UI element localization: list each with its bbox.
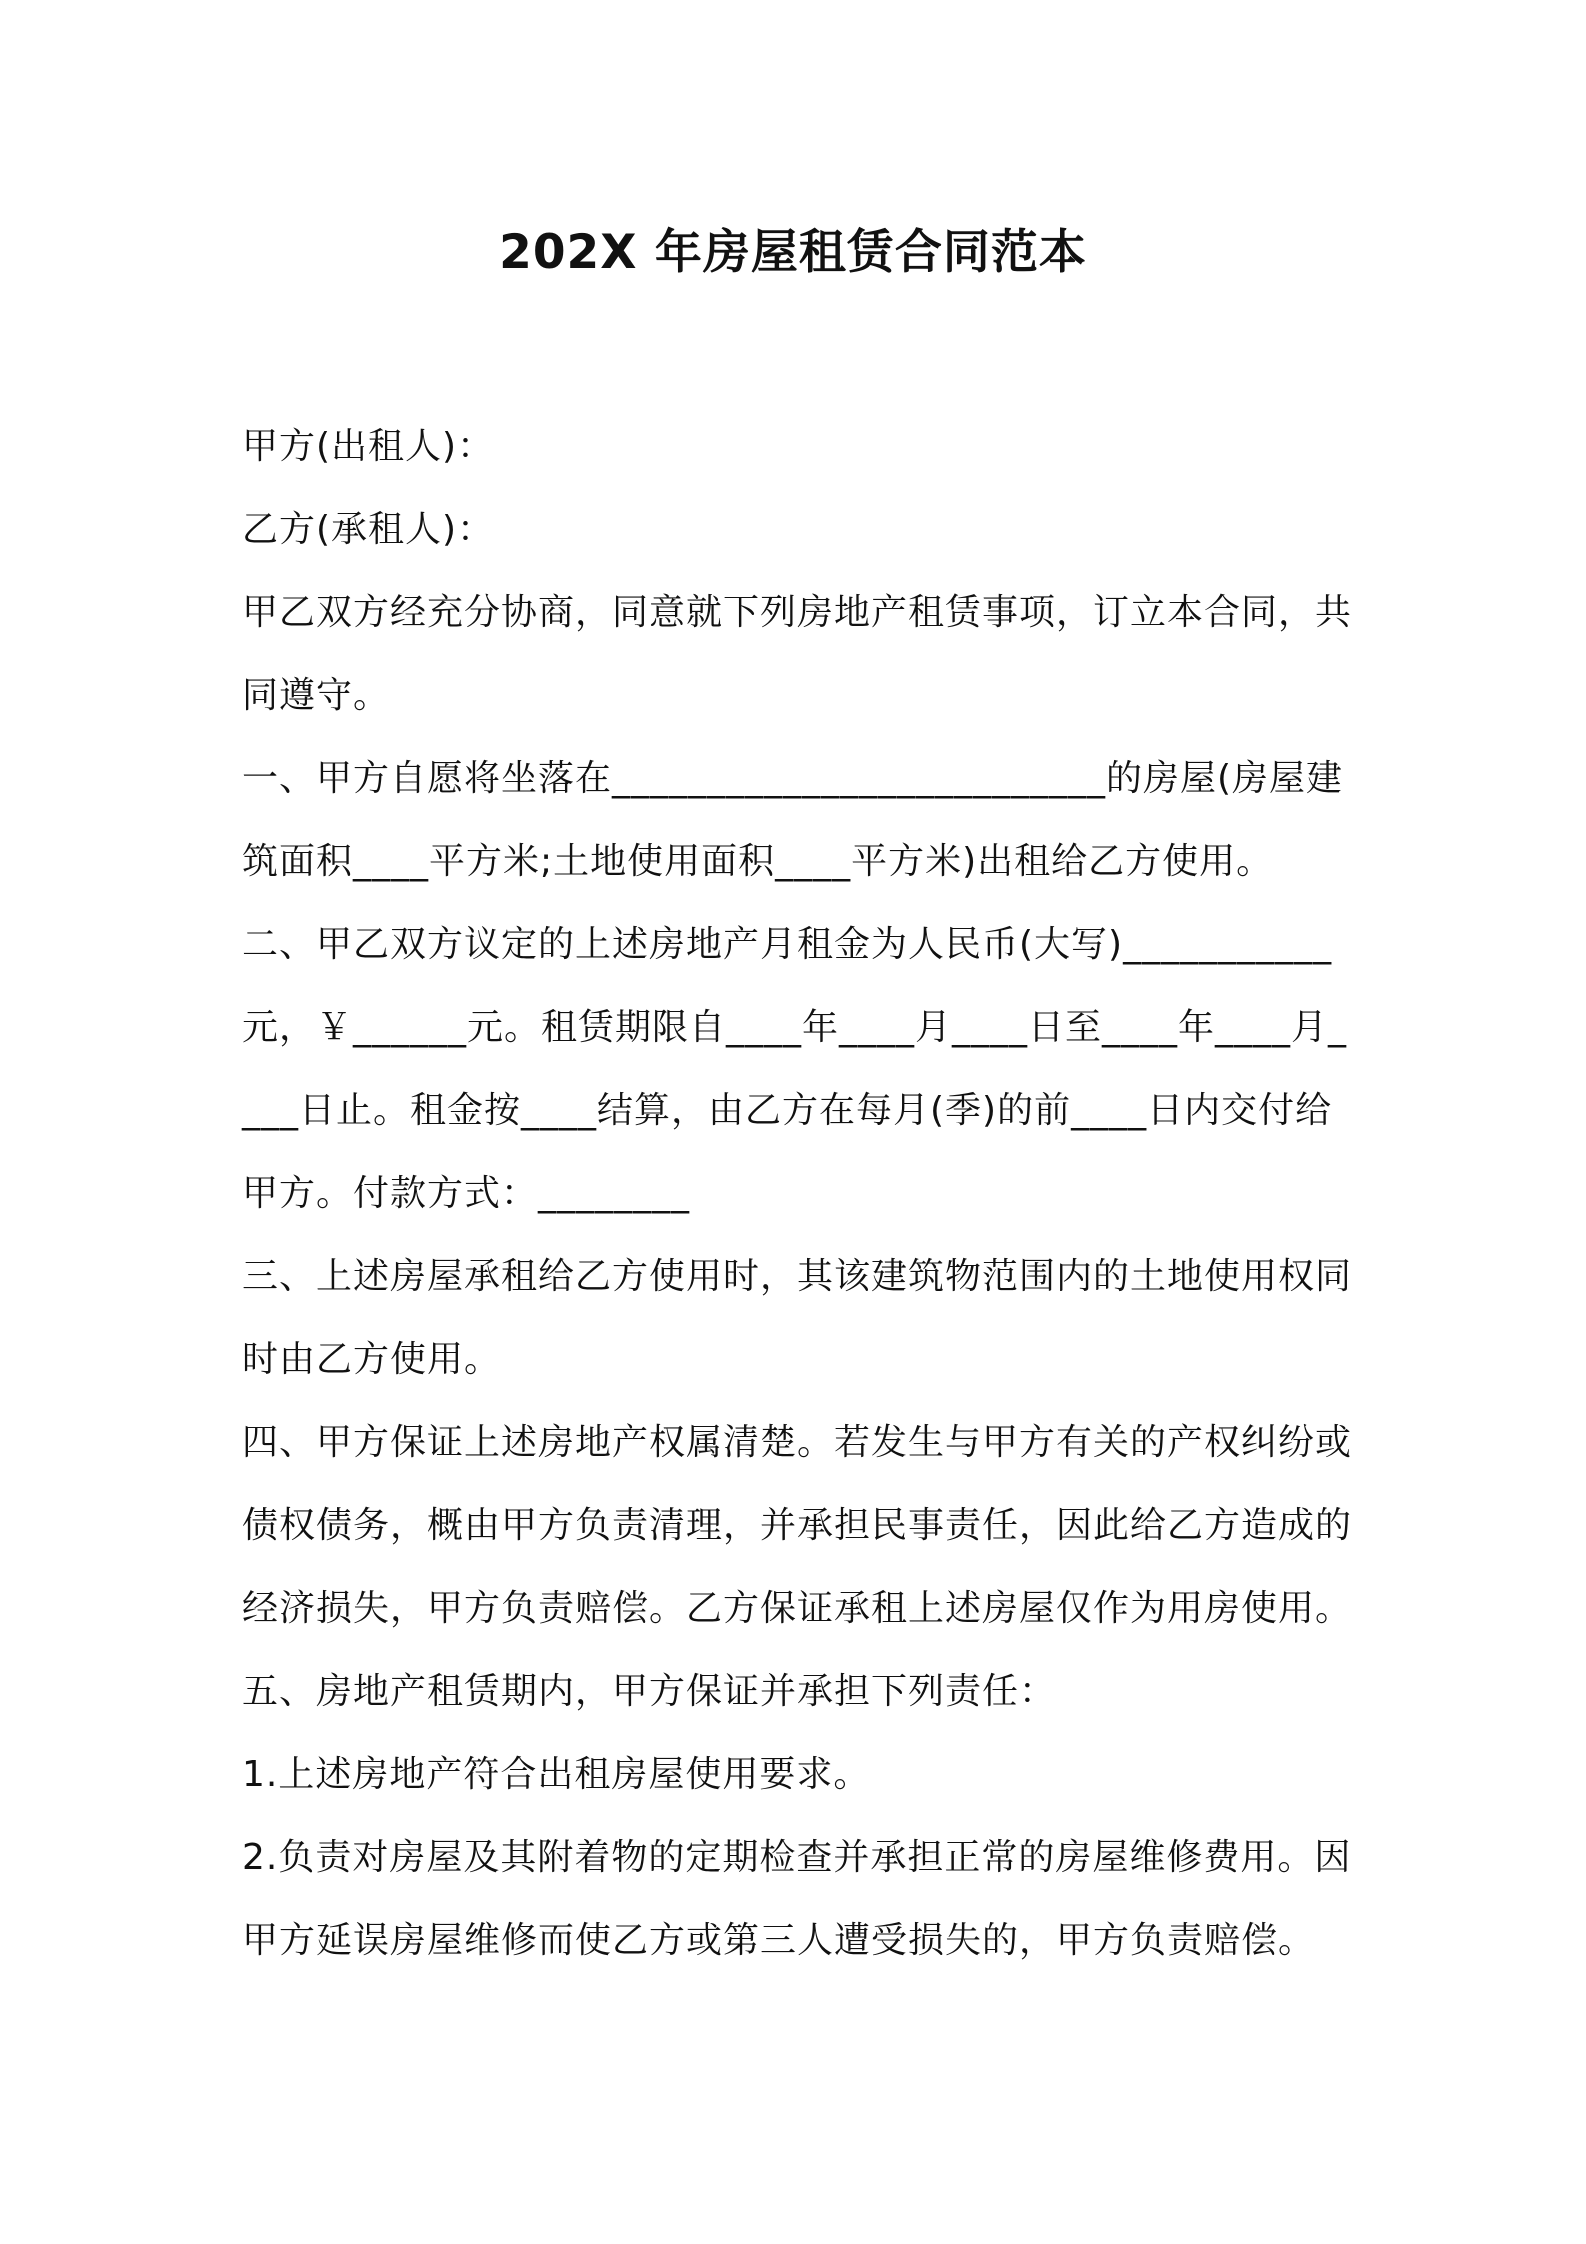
clause-2-paragraph: 二、甲乙双方议定的上述房地产月租金为人民币(大写)___________元，￥______元。租赁期限自____年____月____日至____年____月____日止。租金按____结算，由乙方在每月(季)的前____日内交付给甲方。付款方式：________ <box>242 924 1348 1214</box>
clause-3-paragraph: 三、上述房屋承租给乙方使用时，其该建筑物范围内的土地使用权同时由乙方使用。 <box>242 1256 1353 1380</box>
clause-5-paragraph: 五、房地产租赁期内，甲方保证并承担下列责任： <box>242 1671 1057 1712</box>
clause-4-paragraph: 四、甲方保证上述房地产权属清楚。若发生与甲方有关的产权纠纷或债权债务，概由甲方负责清理，并承担民事责任，因此给乙方造成的经济损失，甲方负责赔偿。乙方保证承租上述房屋仅作为用房使用。 <box>242 1422 1353 1629</box>
party-a-line: 甲方(出租人)： <box>242 426 495 467</box>
party-b-line: 乙方(承租人)： <box>242 509 495 550</box>
clause-5-item-2: 2.负责对房屋及其附着物的定期检查并承担正常的房屋维修费用。因甲方延误房屋维修而使乙方或第三人遭受损失的，甲方负责赔偿。 <box>242 1837 1352 1961</box>
preamble-paragraph: 甲乙双方经充分协商，同意就下列房地产租赁事项，订立本合同，共同遵守。 <box>242 592 1353 716</box>
document-body <box>242 405 1358 1982</box>
document-title: 202X 年房屋租赁合同范本 <box>499 225 1087 280</box>
clause-1-paragraph: 一、甲方自愿将坐落在__________________________的房屋(房屋建筑面积____平方米;土地使用面积____平方米)出租给乙方使用。 <box>242 758 1344 882</box>
clause-5-item-1: 1.上述房地产符合出租房屋使用要求。 <box>242 1754 871 1795</box>
